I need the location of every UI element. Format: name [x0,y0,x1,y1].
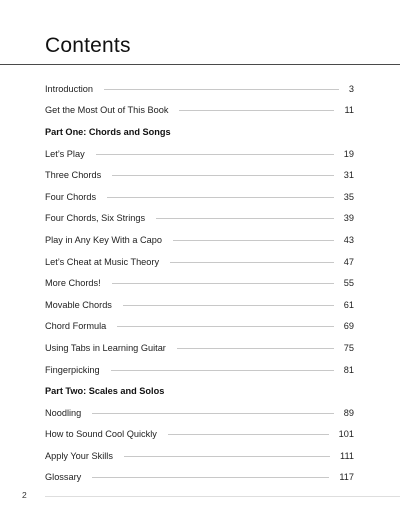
toc-entry-page: 89 [343,407,354,418]
toc-entry-label: Get the Most Out of This Book [45,105,169,116]
toc-entry-label: Let’s Cheat at Music Theory [45,256,160,267]
toc-entry-label: Movable Chords [45,299,112,310]
dot-leader [177,348,334,349]
dot-leader [111,370,334,371]
dot-leader [179,110,334,111]
toc-entry-label: More Chords! [45,278,101,289]
section-heading: Part Two: Scales and Solos [45,386,165,397]
dot-leader [112,283,334,284]
section-heading: Part One: Chords and Songs [45,126,171,137]
toc-entry-page: 61 [343,299,354,310]
toc-entry-label: Chord Formula [45,321,107,332]
toc-entry-page: 43 [343,234,354,245]
toc-entry-label: Noodling [45,407,82,418]
toc-entry-music-theory[interactable] [45,251,354,273]
page-title: Contents [45,34,131,57]
toc-entry-label: Three Chords [45,170,102,181]
dot-leader [170,262,334,263]
toc-entry-introduction[interactable] [45,78,354,100]
toc-entry-page: 81 [343,364,354,375]
toc-entry-label: Using Tabs in Learning Guitar [45,342,166,353]
dot-leader [117,326,333,327]
toc-entry-page: 3 [348,83,354,94]
toc-entry-page: 117 [339,472,354,483]
dot-leader [124,456,330,457]
toc-entry-three-chords[interactable] [45,164,354,186]
dot-leader [92,413,334,414]
toc-entry-noodling[interactable] [45,402,354,424]
toc-entry-label: Four Chords [45,191,97,202]
toc-entry-page: 69 [343,321,354,332]
toc-entry-lets-play[interactable] [45,143,354,165]
toc-entry-four-chords[interactable] [45,186,354,208]
toc-entry-page: 111 [340,450,354,461]
toc-entry-page: 11 [344,105,354,116]
toc-entry-chord-formula[interactable] [45,316,354,338]
toc-entry-label: Introduction [45,83,94,94]
dot-leader [107,197,334,198]
toc-entry-label: Four Chords, Six Strings [45,213,146,224]
page-number: 2 [22,490,27,500]
toc-entry-page: 47 [343,256,354,267]
toc-entry-sound-cool[interactable] [45,424,354,446]
toc-entry-label: Glossary [45,472,82,483]
dot-leader [168,434,329,435]
dot-leader [112,175,334,176]
toc-entry-four-chords-six-strings[interactable] [45,208,354,230]
title-divider [0,64,400,65]
dot-leader [96,154,334,155]
footer-divider [45,496,400,497]
toc-entry-glossary[interactable] [45,467,354,489]
toc-entry-more-chords[interactable] [45,272,354,294]
toc-entry-label: How to Sound Cool Quickly [45,429,157,440]
toc-entry-label: Apply Your Skills [45,450,113,461]
toc-entry-movable-chords[interactable] [45,294,354,316]
toc-entry-fingerpicking[interactable] [45,359,354,381]
toc-entry-page: 31 [343,170,354,181]
toc-entry-get-the-most[interactable] [45,100,354,122]
dot-leader [104,89,339,90]
toc-entry-page: 101 [338,429,354,440]
toc-entry-label: Fingerpicking [45,364,100,375]
dot-leader [92,477,329,478]
toc-entry-page: 75 [343,342,354,353]
toc-entry-page: 19 [343,148,354,159]
table-of-contents [45,78,354,488]
dot-leader [156,218,334,219]
toc-entry-page: 35 [343,191,354,202]
dot-leader [123,305,334,306]
toc-entry-apply-skills[interactable] [45,445,354,467]
toc-section-part-one [45,121,354,143]
toc-section-part-two [45,380,354,402]
toc-entry-using-tabs[interactable] [45,337,354,359]
toc-entry-label: Play in Any Key With a Capo [45,234,162,245]
toc-entry-page: 39 [343,213,354,224]
toc-entry-page: 55 [343,278,354,289]
toc-entry-capo[interactable] [45,229,354,251]
dot-leader [173,240,334,241]
toc-entry-label: Let’s Play [45,148,85,159]
